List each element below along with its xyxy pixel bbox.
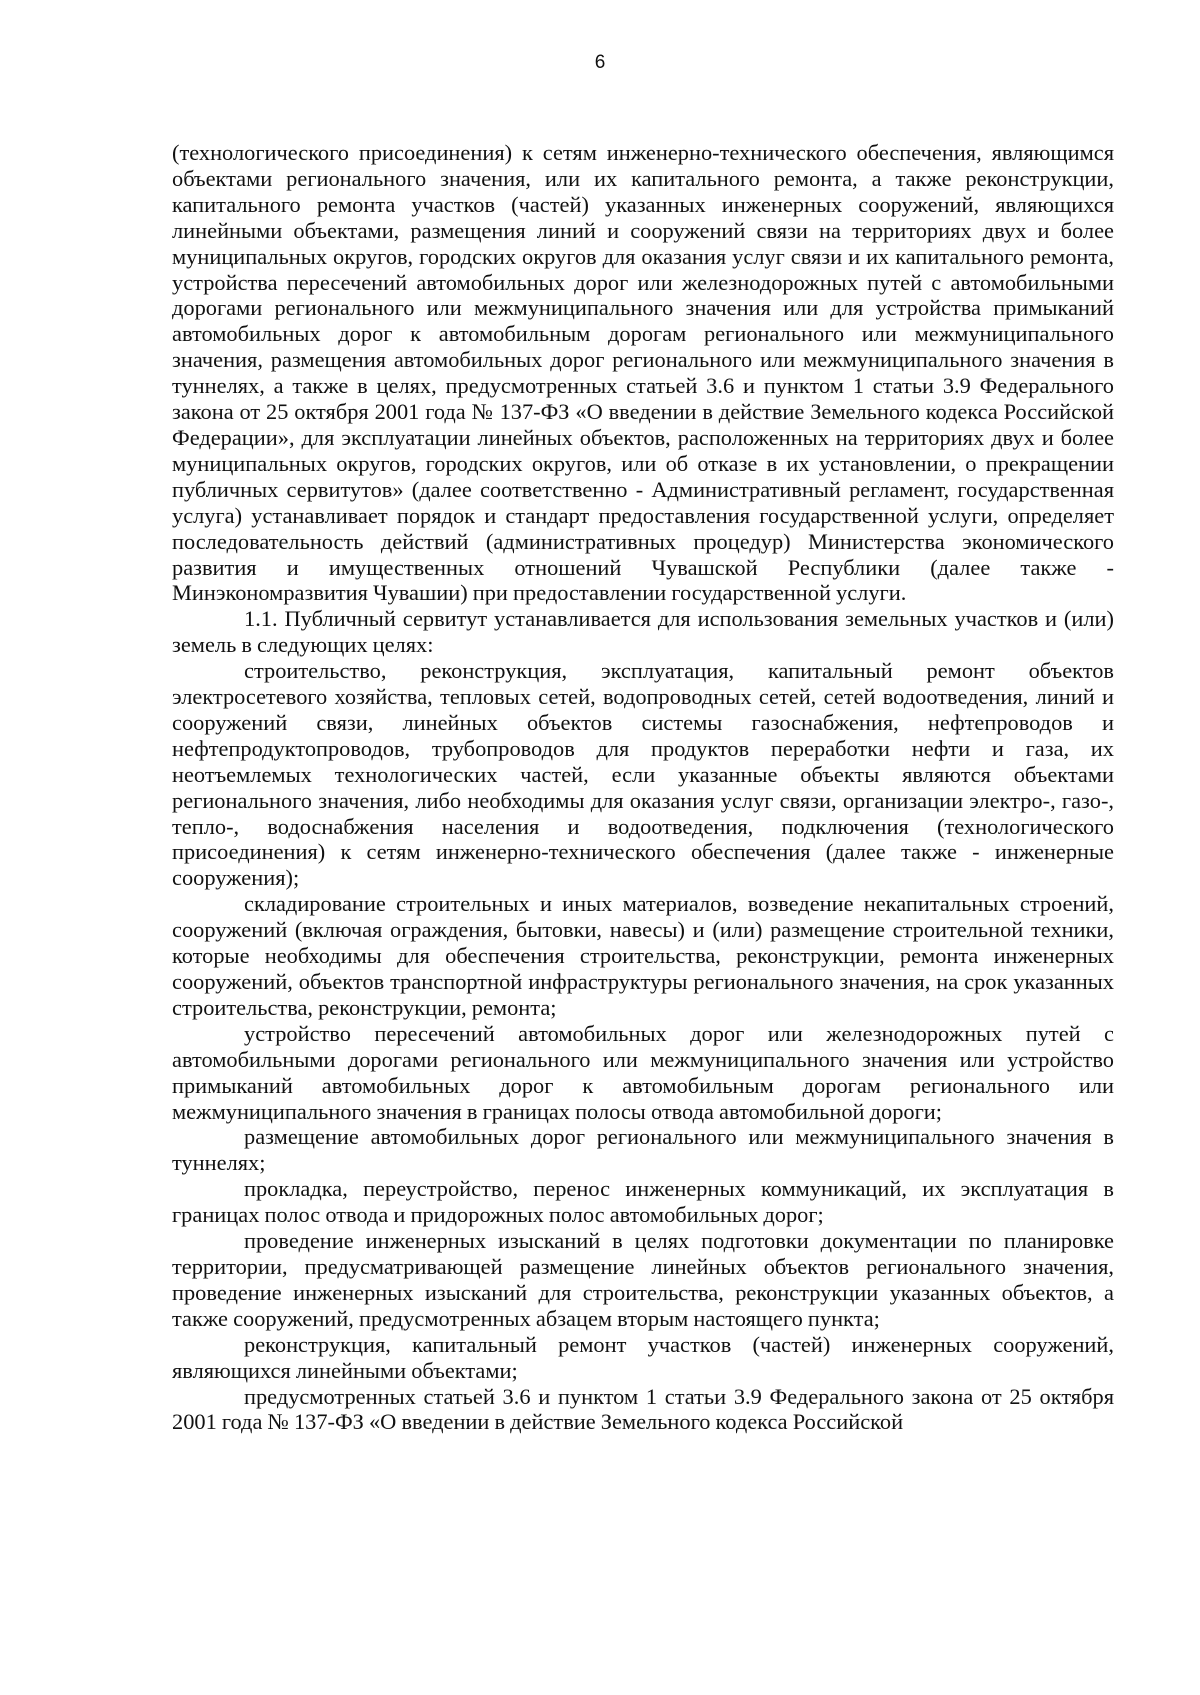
list-item-reconstruction: реконструкция, капитальный ремонт участков (частей) инженерных сооружений, являющихся линейными объектами;: [172, 1331, 1114, 1383]
list-item-surveys: проведение инженерных изысканий в целях подготовки документации по планировке территории, предусматривающей размещение линейных объектов регионального значения, проведение инженерных изысканий для строительства, реконструкции указанных объектов, а также сооружений, предусмотренных абзацем вторым настоящего пункта;: [172, 1228, 1114, 1331]
paragraph-clause-1-1: 1.1. Публичный сервитут устанавливается для использования земельных участков и (или) земель в следующих целях:: [172, 606, 1114, 658]
page-number: 6: [594, 52, 606, 73]
list-item-utilities: прокладка, переустройство, перенос инженерных коммуникаций, их эксплуатация в границах полос отвода и придорожных полос автомобильных дорог;: [172, 1176, 1114, 1228]
list-item-tunnels: размещение автомобильных дорог регионального или межмуниципального значения в туннелях;: [172, 1124, 1114, 1176]
paragraph-continuation: (технологического присоединения) к сетям инженерно-технического обеспечения, являющимся объектами регионального значения, или их капитального ремонта, а также реконструкции, капитального ремонта участков (частей) указанных инженерных сооружений, являющихся линейными объектами, размещения линий и сооружений связи на территориях двух и более муниципальных округов, городских округов для оказания услуг связи и их капитального ремонта, устройства пересечений автомобильных дорог или железнодорожных путей с автомобильными дорогами регионального или межмуниципального значения или для устройства примыканий автомобильных дорог к автомобильным дорогам регионального или межмуниципального значения, размещения автомобильных дорог регионального или межмуниципального значения в туннелях, а также в целях, предусмотренных статьей 3.6 и пунктом 1 статьи 3.9 Федерального закона от 25 октября 2001 года № 137-ФЗ «О введении в действие Земельного кодекса Российской Федерации», для эксплуатации линейных объектов, расположенных на территориях двух и более муниципальных округов, городских округов, или об отказе в их установлении, о прекращении публичных сервитутов» (далее соответственно - Административный регламент, государственная услуга) устанавливает порядок и стандарт предоставления государственной услуги, определяет последовательность действий (административных процедур) Министерства экономического развития и имущественных отношений Чувашской Республики (далее также - Минэкономразвития Чувашии) при предоставлении государственной услуги.: [172, 140, 1114, 606]
list-item-construction: строительство, реконструкция, эксплуатация, капитальный ремонт объектов электросетевого хозяйства, тепловых сетей, водопроводных сетей, сетей водоотведения, линий и сооружений связи, линейных объектов системы газоснабжения, нефтепроводов и нефтепродуктопроводов, трубопроводов для продуктов переработки нефти и газа, их неотъемлемых технологических частей, если указанные объекты являются объектами регионального значения, либо необходимы для оказания услуг связи, организации электро-, газо-, тепло-, водоснабжения населения и водоотведения, подключения (технологического присоединения) к сетям инженерно-технического обеспечения (далее также - инженерные сооружения);: [172, 658, 1114, 891]
document-body: [172, 140, 1114, 1435]
list-item-road-intersections: устройство пересечений автомобильных дорог или железнодорожных путей с автомобильными дорогами регионального или межмуниципального значения или устройство примыканий автомобильных дорог к автомобильным дорогам регионального или межмуниципального значения в границах полосы отвода автомобильной дороги;: [172, 1020, 1114, 1124]
list-item-federal-law: предусмотренных статьей 3.6 и пунктом 1 статьи 3.9 Федерального закона от 25 октября 2001 года № 137-ФЗ «О введении в действие Земельного кодекса Российской: [172, 1383, 1114, 1435]
list-item-storage: складирование строительных и иных материалов, возведение некапитальных строений, сооружений (включая ограждения, бытовки, навесы) и (или) размещение строительной техники, которые необходимы для обеспечения строительства, реконструкции, ремонта инженерных сооружений, объектов транспортной инфраструктуры регионального значения, на срок указанных строительства, реконструкции, ремонта;: [172, 891, 1114, 1020]
